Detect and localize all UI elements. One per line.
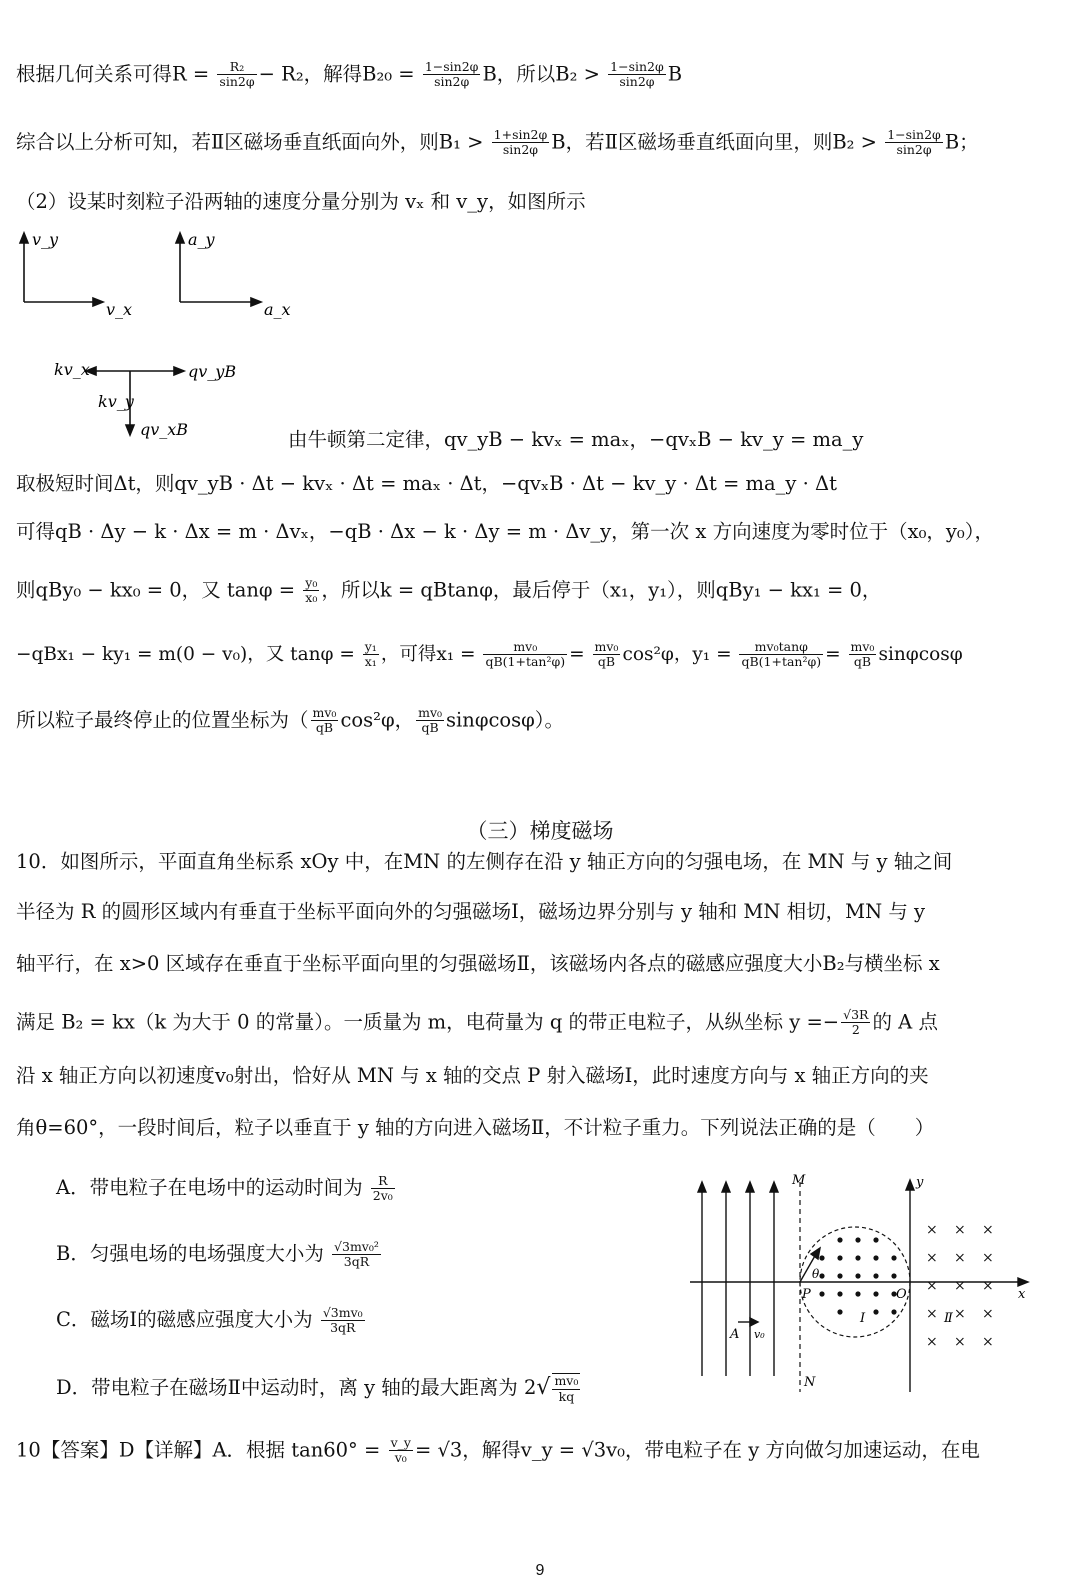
fraction: $\frac{1-\sin 2\varphi}{\sin 2\varphi}$ <box>610 59 664 90</box>
kvx-label: kv_x <box>54 360 90 379</box>
page-number: 9 <box>535 1562 545 1579</box>
label-O: O <box>896 1287 907 1302</box>
svg-text:×: × <box>954 1278 966 1294</box>
text-line: 根据几何关系可得R = $\frac{\text{R₂}}{\sin 2\varphi}$ − R₂，解得B₂₀ = $\frac{1-\sin 2\varphi}{\sin 2\varphi}$ B，所以B₂ > $\frac{1-\sin 2\varphi}{\sin 2\varphi}$ B <box>16 59 683 90</box>
fraction: $\frac{√3R}{2}$ <box>843 1007 869 1038</box>
svg-text:×: × <box>926 1222 938 1238</box>
svg-text:×: × <box>982 1278 994 1294</box>
svg-text:×: × <box>982 1222 994 1238</box>
label-y: y <box>916 1175 924 1190</box>
text-line: （2）设某时刻粒子沿两轴的速度分量分别为 vₓ 和 v_y，如图所示 <box>16 190 586 213</box>
label-theta: θ <box>812 1267 820 1281</box>
text-line: 取极短时间Δt，则qv_yB · Δt − kvₓ · Δt = maₓ · Δt，−qvₓB · Δt − kv_y · Δt = ma_y · Δt <box>16 472 837 495</box>
svg-text:×: × <box>982 1250 994 1266</box>
svg-text:×: × <box>954 1222 966 1238</box>
svg-text:×: × <box>926 1278 938 1294</box>
fraction: $\frac{1-\sin 2\varphi}{\sin 2\varphi}$ <box>887 127 941 158</box>
fraction: $\frac{\text{√3mv₀²}}{3qR}$ <box>334 1238 379 1269</box>
answer-text: 10【答案】D【详解】A．根据 tan60° = $\frac{v\_y}{\text{v₀}}$ = √3，解得v_y = √3v₀，带电粒子在 y 方向做匀加速运动，在电 <box>16 1435 980 1466</box>
text-line: 可得qB · Δy − k · Δx = m · Δvₓ，−qB · Δx − k · Δy = m · Δv_y，第一次 x 方向速度为零时位于（x₀，y₀）， <box>16 520 994 543</box>
question-text: 轴平行，在 x>0 区域存在垂直于坐标平面向里的匀强磁场Ⅱ，该磁场内各点的磁感应强度大小B₂与横坐标 x <box>16 952 940 975</box>
qvyB-label: qv_yB <box>188 362 237 381</box>
svg-text:×: × <box>982 1334 994 1350</box>
text-line: 所以粒子最终停止的位置坐标为（ $\frac{\text{mv₀}}{qB}$ cos²φ， $\frac{\text{mv₀}}{qB}$ sinφcosφ）。 <box>16 705 565 736</box>
question-text: 角θ=60°，一段时间后，粒子以垂直于 y 轴的方向进入磁场Ⅱ，不计粒子重力。下列说法正确的是（ ） <box>16 1116 935 1139</box>
option-b: B．匀强电场的电场强度大小为 $\frac{\text{√3mv₀²}}{3qR}$ <box>56 1238 379 1269</box>
vy-label: v_y <box>32 230 59 249</box>
svg-text:×: × <box>954 1334 966 1350</box>
svg-text:×: × <box>982 1306 994 1322</box>
option-a: A．带电粒子在电场中的运动时间为 $\frac{R}{\text{2v₀}}$ <box>56 1172 393 1203</box>
label-region-I: Ⅰ <box>860 1311 866 1326</box>
option-c: C．磁场Ⅰ的磁感应强度大小为 $\frac{\text{√3mv₀}}{3qR}$ <box>56 1304 363 1335</box>
svg-text:×: × <box>926 1334 938 1350</box>
label-v0: v₀ <box>754 1328 765 1341</box>
fraction: $\frac{\text{√3mv₀}}{3qR}$ <box>322 1304 363 1335</box>
option-d: D．带电粒子在磁场Ⅱ中运动时，离 y 轴的最大距离为 2√ $\frac{\text{mv₀}}{kq}$ <box>56 1373 579 1404</box>
question-text: 沿 x 轴正方向以初速度v₀射出，恰好从 MN 与 x 轴的交点 P 射入磁场Ⅰ，此时速度方向与 x 轴正方向的夹 <box>16 1064 929 1087</box>
label-N: N <box>804 1375 816 1390</box>
fraction: $\frac{\text{mv₀}}{\text{qB(1+tan²φ)}}$ <box>485 639 566 670</box>
label-region-II: Ⅱ <box>944 1311 953 1326</box>
kvy-label: kv_y <box>98 392 134 411</box>
fraction: $\frac{1+\sin 2\varphi}{\sin 2\varphi}$ <box>493 127 548 158</box>
fraction: $\frac{1-\sin 2\varphi}{\sin 2\varphi}$ <box>424 59 479 90</box>
fraction: $\frac{\text{mv₀}}{kq}$ <box>554 1373 579 1404</box>
question-text: 半径为 R 的圆形区域内有垂直于坐标平面向外的匀强磁场Ⅰ，磁场边界分别与 y 轴和 MN 相切，MN 与 y <box>16 900 926 923</box>
ay-label: a_y <box>188 230 215 249</box>
text-line: −qBx₁ − ky₁ = m(0 − v₀)，又 tanφ = $\frac{\text{y₁}}{\text{x₁}}$ ，可得x₁ = $\frac{\text{mv₀}}{\text{qB(1+tan²φ)}}$ = $\frac{\text{mv₀}}{qB}$ cos²φ，y₁ = $\frac{\text{mv₀tanφ}}{\text{qB(1+tan²φ)}}$ = $\frac{\text{mv₀}}{qB}$ sinφcosφ <box>16 639 963 670</box>
fraction: $\frac{\text{y₁}}{\text{x₁}}$ <box>364 639 377 670</box>
fraction: $\frac{\text{mv₀}}{qB}$ <box>850 639 875 670</box>
qvxB-label: qv_xB <box>140 420 189 439</box>
svg-text:×: × <box>926 1306 938 1322</box>
fraction: $\frac{\text{R₂}}{\sin 2\varphi}$ <box>219 59 255 90</box>
text-line: 综合以上分析可知，若Ⅱ区磁场垂直纸面向外，则B₁ > $\frac{1+\sin 2\varphi}{\sin 2\varphi}$ B，若Ⅱ区磁场垂直纸面向里，则B₂ > $\frac{1-\sin 2\varphi}{\sin 2\varphi}$ B； <box>16 127 979 158</box>
text-line: 由牛顿第二定律，qv_yB − kvₓ = maₓ，−qvₓB − kv_y = ma_y <box>288 428 864 451</box>
label-M: M <box>792 1173 806 1188</box>
ax-label: a_x <box>264 300 291 319</box>
section-heading: （三）梯度磁场 <box>466 819 614 843</box>
fraction: $\frac{\text{mv₀}}{qB}$ <box>312 705 337 736</box>
fraction: $\frac{R}{\text{2v₀}}$ <box>372 1172 393 1203</box>
fraction: $\frac{\text{mv₀tanφ}}{\text{qB(1+tan²φ)}}$ <box>741 639 822 670</box>
fraction: $\frac{v\_y}{\text{v₀}}$ <box>390 1435 411 1466</box>
vx-label: v_x <box>106 300 133 319</box>
svg-text:×: × <box>954 1250 966 1266</box>
fraction: $\frac{\text{mv₀}}{qB}$ <box>418 705 443 736</box>
svg-text:×: × <box>926 1250 938 1266</box>
field-diagram <box>690 1170 1050 1410</box>
svg-text:×: × <box>954 1306 966 1322</box>
fraction: $\frac{\text{y₀}}{\text{x₀}}$ <box>305 575 318 606</box>
fraction: $\frac{\text{mv₀}}{qB}$ <box>594 639 619 670</box>
label-x: x <box>1018 1287 1026 1302</box>
label-P: P <box>802 1287 811 1302</box>
question-text: 满足 B₂ = kx（k 为大于 0 的常量）。一质量为 m，电荷量为 q 的带正电粒子，从纵坐标 y =− $\frac{√3R}{2}$ 的 A 点 <box>16 1007 938 1038</box>
label-A: A <box>730 1327 740 1342</box>
text-line: 则qBy₀ − kx₀ = 0，又 tanφ = $\frac{\text{y₀}}{\text{x₀}}$ ，所以k = qBtanφ，最后停于（x₁，y₁），则qBy₁ − kx₁ = 0， <box>16 575 882 606</box>
force-diagram <box>0 225 300 450</box>
question-text: 10．如图所示，平面直角坐标系 xOy 中，在MN 的左侧存在沿 y 轴正方向的匀强电场，在 MN 与 y 轴之间 <box>16 850 953 873</box>
